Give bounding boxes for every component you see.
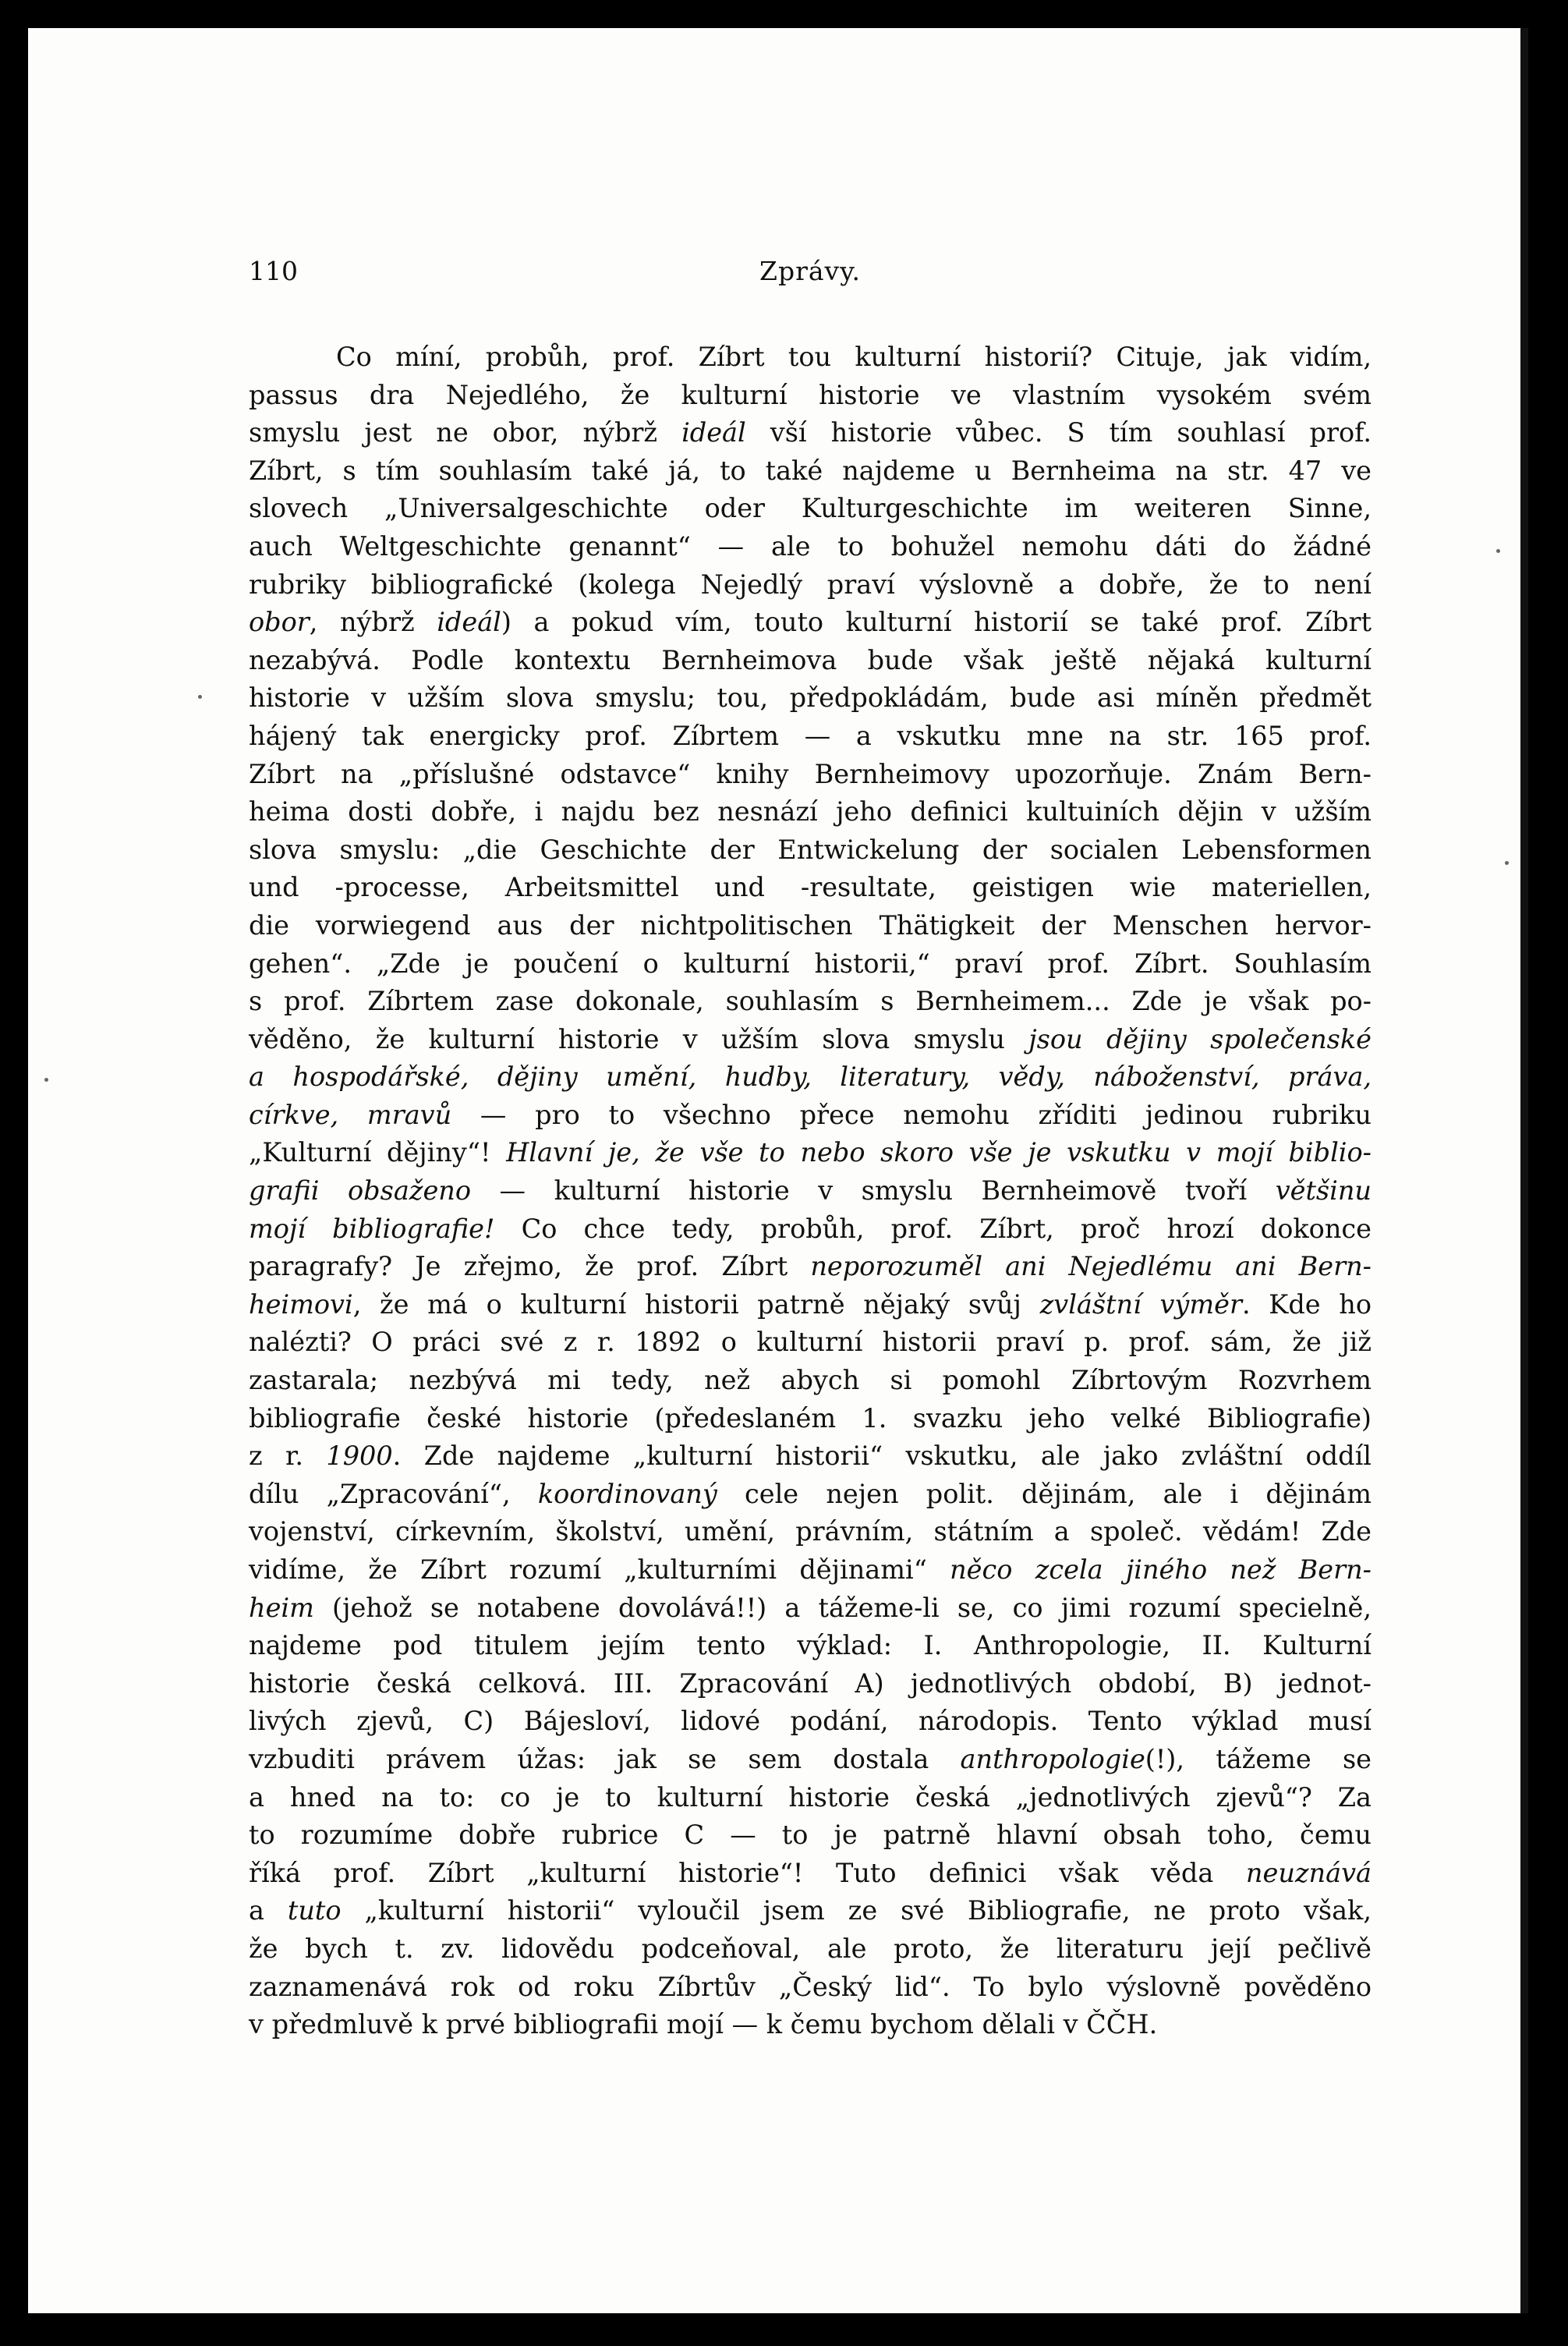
text-line: církve, mravů — pro to všechno přece nemohu zříditi jedinou rubriku <box>249 1099 1372 1130</box>
margin-speck <box>44 1078 48 1082</box>
text-line: věděno, že kulturní historie v užším slova smyslu jsou dějiny společenské <box>249 1023 1372 1054</box>
text-line: nezabývá. Podle kontextu Bernheimova bude však ještě nějaká kulturní <box>249 644 1372 675</box>
text-line: heimovi, že má o kulturní historii patrně nějaký svůj zvláštní výměr. Kde ho <box>249 1288 1372 1320</box>
text-line: und -processe, Arbeitsmittel und -resultate, geistigen wie materiellen, <box>249 872 1372 903</box>
text-line: heima dosti dobře, i najdu bez nesnází jeho definici kultuiních dějin v užším <box>249 796 1372 827</box>
text-line: Zíbrt na „příslušné odstavce“ knihy Bernheimovy upozorňuje. Znám Bern- <box>249 758 1372 789</box>
page-title: Zprávy. <box>759 256 861 286</box>
text-line: to rozumíme dobře rubrice C — to je patrně hlavní obsah toho, čemu <box>249 1820 1372 1851</box>
text-line: slovech „Universalgeschichte oder Kulturgeschichte im weiteren Sinne, <box>249 493 1372 524</box>
text-line: v předmluvě k prvé bibliografii mojí — k čemu bychom dělali v ČČH. <box>249 2009 1158 2040</box>
text-line: z r. 1900. Zde najdeme „kulturní historii“ vskutku, ale jako zvláštní oddíl <box>249 1441 1372 1472</box>
text-line: hájený tak energicky prof. Zíbrtem — a vskutku mne na str. 165 prof. <box>249 720 1372 751</box>
text-line: a hned na to: co je to kulturní historie česká „jednotlivých zjevů“? Za <box>249 1781 1372 1813</box>
text-body <box>249 338 1372 2044</box>
text-line: bibliografie české historie (předeslaném 1. svazku jeho velké Bibliografie) <box>249 1402 1372 1433</box>
page <box>28 28 1528 2313</box>
text-line: dílu „Zpracování“, koordinovaný cele nejen polit. dějinám, ale i dějinám <box>249 1478 1372 1509</box>
text-line: Co míní, probůh, prof. Zíbrt tou kulturní historií? Cituje, jak vidím, <box>336 342 1372 372</box>
text-line: říká prof. Zíbrt „kulturní historie“! Tuto definici však věda neuznává <box>249 1857 1372 1888</box>
text-line: a hospodářské, dějiny umění, hudby, literatury, vědy, náboženství, práva, <box>249 1061 1372 1093</box>
text-line: nalézti? O práci své z r. 1892 o kulturní historii praví p. prof. sám, že již <box>249 1327 1372 1358</box>
text-line: rubriky bibliografické (kolega Nejedlý praví výslovně a dobře, že to není <box>249 569 1372 600</box>
text-line: obor, nýbrž ideál) a pokud vím, touto kulturní historií se také prof. Zíbrt <box>249 607 1372 638</box>
text-line: „Kulturní dějiny“! Hlavní je, že vše to nebo skoro vše je vskutku v mojí biblio- <box>249 1137 1372 1168</box>
margin-speck <box>1505 861 1509 865</box>
text-line: najdeme pod titulem jejím tento výklad: I. Anthropologie, II. Kulturní <box>249 1630 1372 1661</box>
text-line: vojenství, církevním, školství, umění, právním, státním a společ. vědám! Zde <box>249 1516 1372 1547</box>
text-line: gehen“. „Zde je poučení o kulturní historii,“ praví prof. Zíbrt. Souhlasím <box>249 948 1372 979</box>
text-line: heim (jehož se notabene dovolává!!) a tážeme-li se, co jimi rozumí specielně, <box>249 1592 1372 1623</box>
text-line: slova smyslu: „die Geschichte der Entwickelung der socialen Lebensformen <box>249 834 1372 865</box>
text-line: zaznamenává rok od roku Zíbrtův „Český lid“. To bylo výslovně pověděno <box>249 1971 1372 2002</box>
text-line: zastarala; nezbývá mi tedy, než abych si pomohl Zíbrtovým Rozvrhem <box>249 1365 1372 1396</box>
text-line: grafii obsaženo — kulturní historie v smyslu Bernheimově tvoří většinu <box>249 1175 1372 1207</box>
text-line: auch Weltgeschichte genannt“ — ale to bohužel nemohu dáti do žádné <box>249 530 1372 562</box>
text-line: že bych t. zv. lidovědu podceňoval, ale proto, že literaturu její pečlivě <box>249 1933 1372 1964</box>
margin-speck <box>1496 549 1500 553</box>
text-line: s prof. Zíbrtem zase dokonale, souhlasím s Bernheimem... Zde je však po- <box>249 986 1372 1017</box>
page-edge-shadow <box>1520 28 1528 2313</box>
text-line: vzbuditi právem úžas: jak se sem dostala anthropologie(!), tážeme se <box>249 1743 1372 1774</box>
text-line: historie v užším slova smyslu; tou, předpokládám, bude asi míněn předmět <box>249 682 1372 714</box>
text-line: passus dra Nejedlého, že kulturní historie ve vlastním vysokém svém <box>249 379 1372 410</box>
text-line: vidíme, že Zíbrt rozumí „kulturními dějinami“ něco zcela jiného než Bern- <box>249 1554 1372 1585</box>
text-line: paragrafy? Je zřejmo, že prof. Zíbrt neporozuměl ani Nejedlému ani Bern- <box>249 1251 1372 1282</box>
text-line: livých zjevů, C) Bájesloví, lidové podání, národopis. Tento výklad musí <box>249 1706 1372 1737</box>
text-line: Zíbrt, s tím souhlasím také já, to také najdeme u Bernheima na str. 47 ve <box>249 455 1372 486</box>
page-number: 110 <box>249 256 298 286</box>
text-line: a tuto „kulturní historii“ vyloučil jsem ze své Bibliografie, ne proto však, <box>249 1895 1372 1926</box>
margin-speck <box>198 695 202 699</box>
text-line: historie česká celková. III. Zpracování A) jednotlivých období, B) jednot- <box>249 1667 1372 1699</box>
text-line: mojí bibliografie! Co chce tedy, probůh, prof. Zíbrt, proč hrozí dokonce <box>249 1213 1372 1244</box>
text-line: die vorwiegend aus der nichtpolitischen Thätigkeit der Menschen hervor- <box>249 909 1372 941</box>
text-line: smyslu jest ne obor, nýbrž ideál vší historie vůbec. S tím souhlasí prof. <box>249 417 1372 448</box>
